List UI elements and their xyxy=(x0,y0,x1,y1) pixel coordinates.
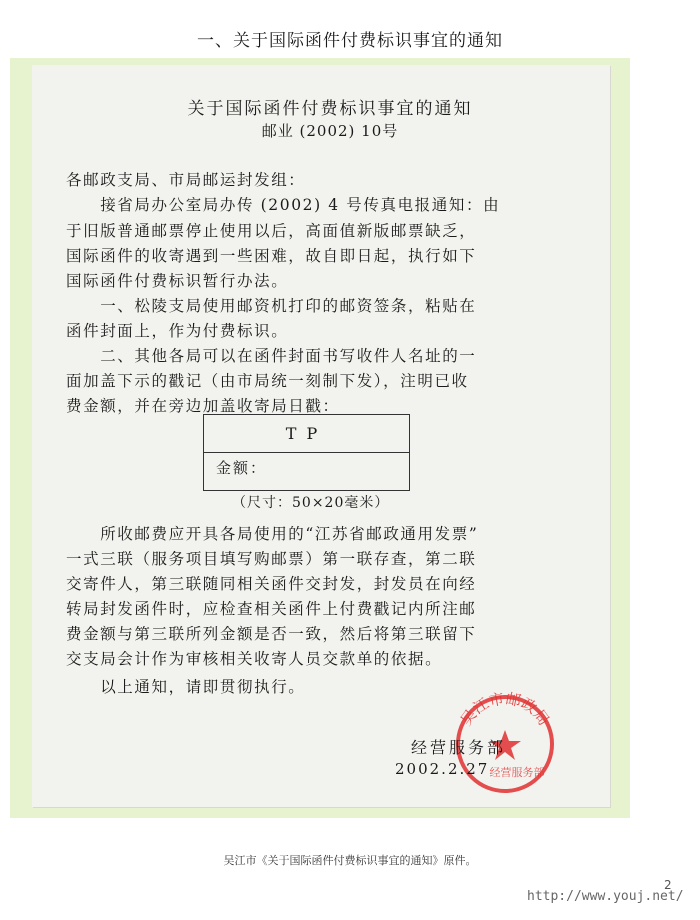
body-line: 函件封面上，作为付费标识。 xyxy=(66,322,289,340)
body-line: 以上通知，请即贯彻执行。 xyxy=(66,678,306,696)
body-line: 接省局办公室局办传 (2002) 4 号传真电报通知：由 xyxy=(66,196,501,214)
body-line: 各邮政支局、市局邮运封发组： xyxy=(66,171,306,189)
body-line: 费金额与第三联所列金额是否一致，然后将第三联留下 xyxy=(66,625,477,643)
stamp-tp-label: TP xyxy=(204,415,409,453)
stamp-size-note: （尺寸：50×20毫米） xyxy=(232,495,390,511)
seal-subtext: 经营服务部 xyxy=(489,766,545,779)
body-line: 面加盖下示的戳记（由市局统一刻制下发），注明已收 xyxy=(66,372,469,390)
watermark-url: http://www.youj.net/ xyxy=(527,889,684,904)
body-line: 交寄件人，第三联随同相关函件交封发，封发员在向经 xyxy=(66,575,477,593)
document-number: 邮业 (2002) 10号 xyxy=(261,122,399,140)
page-number: 2 xyxy=(664,878,672,892)
body-line: 转局封发函件时，应检查相关函件上付费戳记内所注邮 xyxy=(66,600,477,618)
stamp-amount-label: 金额： xyxy=(216,459,268,477)
signature-department: 经营服务部 xyxy=(411,738,507,757)
page-header-title: 一、关于国际函件付费标识事宜的通知 xyxy=(197,31,503,51)
document-title: 关于国际函件付费标识事宜的通知 xyxy=(187,99,473,119)
body-line: 所收邮费应开具各局使用的“江苏省邮政通用发票” xyxy=(66,525,479,543)
seal-text: 吴江市邮政局 xyxy=(456,689,554,729)
body-line: 交支局会计作为审核相关收寄人员交款单的依据。 xyxy=(66,650,443,668)
body-line: 于旧版普通邮票停止使用以后，高面值新版邮票缺乏， xyxy=(66,222,477,240)
image-caption: 吴江市《关于国际函件付费标识事宜的通知》原件。 xyxy=(223,854,477,867)
postmark-stamp-box xyxy=(203,414,410,491)
body-line: 国际函件的收寄遇到一些困难，故自即日起，执行如下 xyxy=(66,247,477,265)
signature-date: 2002.2.27 xyxy=(395,760,490,778)
body-line: 二、其他各局可以在函件封面书写收件人名址的一 xyxy=(66,347,477,365)
body-line: 一式三联（服务项目填写购邮票）第一联存查，第二联 xyxy=(66,550,477,568)
body-line: 国际函件付费标识暂行办法。 xyxy=(66,272,289,290)
body-line: 费金额，并在旁边加盖收寄局日戳： xyxy=(66,397,340,415)
body-line: 一、松陵支局使用邮资机打印的邮资签条，粘贴在 xyxy=(66,297,477,315)
